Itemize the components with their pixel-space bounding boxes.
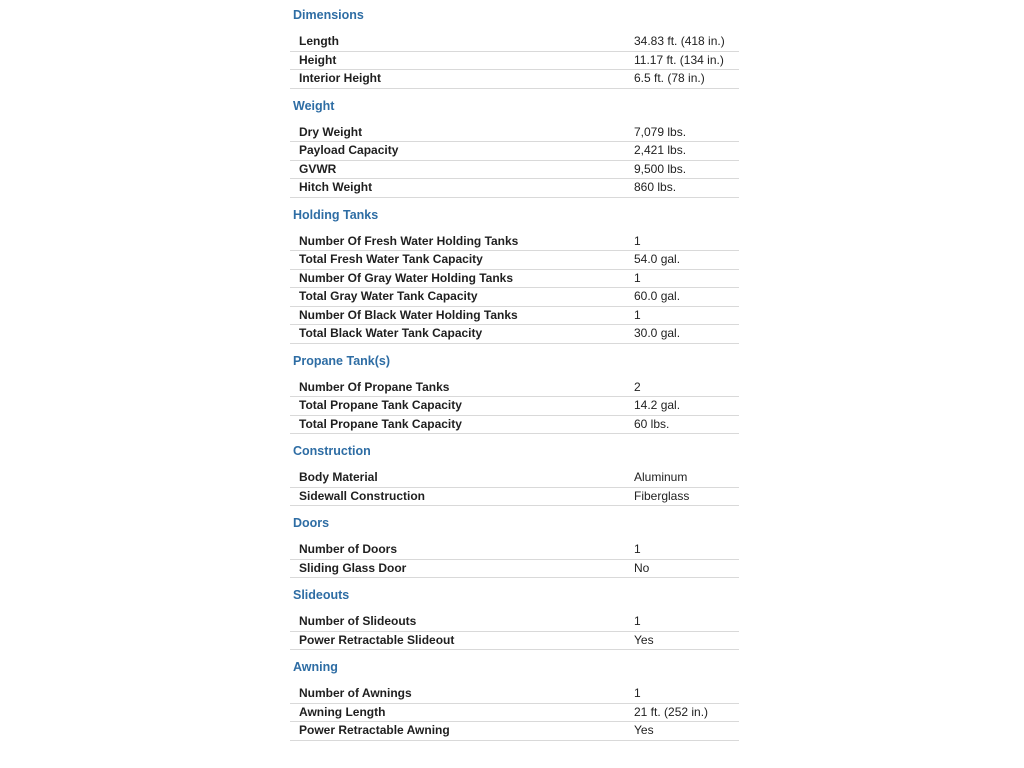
spec-value: 34.83 ft. (418 in.) <box>634 34 725 49</box>
spec-value: 1 <box>634 307 641 322</box>
spec-label: Power Retractable Awning <box>299 723 450 738</box>
section-title: Doors <box>293 516 330 530</box>
spec-label: Total Propane Tank Capacity <box>299 416 462 431</box>
specifications-panel <box>290 0 739 741</box>
spec-rows <box>290 33 739 89</box>
spec-section <box>290 206 739 344</box>
spec-row <box>290 288 739 307</box>
spec-rows <box>290 469 739 506</box>
spec-row <box>290 613 739 632</box>
section-title: Construction <box>293 444 371 458</box>
spec-rows <box>290 541 739 578</box>
section-title: Propane Tank(s) <box>293 353 391 368</box>
spec-row <box>290 397 739 416</box>
spec-value: 14.2 gal. <box>634 398 681 413</box>
spec-value: Aluminum <box>634 470 688 485</box>
spec-rows <box>290 233 739 344</box>
spec-section <box>290 352 739 435</box>
spec-row <box>290 379 739 398</box>
spec-row <box>290 251 739 270</box>
spec-rows <box>290 124 739 198</box>
section-title: Slideouts <box>293 588 350 602</box>
spec-value: 860 lbs. <box>634 180 677 195</box>
spec-rows <box>290 379 739 435</box>
spec-label: Body Material <box>299 470 378 485</box>
spec-section <box>290 442 739 506</box>
section-title: Awning <box>293 660 338 674</box>
spec-value: 2 <box>634 379 641 394</box>
spec-label: Height <box>299 52 337 67</box>
spec-row <box>290 632 739 651</box>
spec-value: 1 <box>634 686 641 701</box>
spec-label: Hitch Weight <box>299 180 373 195</box>
spec-label: Awning Length <box>299 704 386 719</box>
spec-label: Number Of Gray Water Holding Tanks <box>299 270 514 285</box>
spec-value: 54.0 gal. <box>634 252 681 267</box>
spec-row <box>290 124 739 143</box>
spec-label: Number of Awnings <box>299 686 412 701</box>
spec-row <box>290 416 739 435</box>
spec-value: 1 <box>634 233 641 248</box>
spec-value: 1 <box>634 614 641 629</box>
spec-section <box>290 514 739 578</box>
spec-value: Yes <box>634 723 654 738</box>
spec-value: 1 <box>634 542 641 557</box>
spec-label: GVWR <box>299 161 337 176</box>
spec-label: Total Propane Tank Capacity <box>299 398 462 413</box>
section-title: Dimensions <box>293 8 364 22</box>
spec-row <box>290 469 739 488</box>
spec-value: 2,421 lbs. <box>634 143 687 158</box>
spec-section <box>290 658 739 741</box>
spec-row <box>290 142 739 161</box>
spec-section <box>290 586 739 650</box>
spec-value: 60 lbs. <box>634 416 670 431</box>
spec-row <box>290 685 739 704</box>
spec-value: 9,500 lbs. <box>634 161 687 176</box>
spec-label: Sidewall Construction <box>299 488 426 503</box>
spec-label: Number Of Fresh Water Holding Tanks <box>299 233 519 248</box>
spec-section <box>290 97 739 198</box>
spec-value: 21 ft. (252 in.) <box>634 704 709 719</box>
spec-label: Payload Capacity <box>299 143 399 158</box>
spec-row <box>290 560 739 579</box>
spec-row <box>290 233 739 252</box>
spec-row <box>290 307 739 326</box>
spec-label: Power Retractable Slideout <box>299 632 455 647</box>
spec-rows <box>290 685 739 741</box>
spec-value: 60.0 gal. <box>634 289 681 304</box>
section-title: Holding Tanks <box>293 207 379 222</box>
spec-row <box>290 270 739 289</box>
spec-label: Number Of Black Water Holding Tanks <box>299 307 518 322</box>
spec-label: Length <box>299 34 339 49</box>
spec-value: 7,079 lbs. <box>634 124 687 139</box>
spec-row <box>290 541 739 560</box>
spec-row <box>290 488 739 507</box>
spec-value: Fiberglass <box>634 488 690 503</box>
spec-label: Total Black Water Tank Capacity <box>299 326 483 341</box>
spec-label: Total Gray Water Tank Capacity <box>299 289 478 304</box>
spec-label: Total Fresh Water Tank Capacity <box>299 252 483 267</box>
spec-value: No <box>634 560 650 575</box>
spec-label: Interior Height <box>299 71 382 86</box>
spec-row <box>290 325 739 344</box>
spec-label: Number Of Propane Tanks <box>299 379 450 394</box>
spec-row <box>290 33 739 52</box>
section-title: Weight <box>293 98 335 113</box>
spec-value: 6.5 ft. (78 in.) <box>634 71 705 86</box>
spec-label: Number of Doors <box>299 542 398 557</box>
spec-label: Number of Slideouts <box>299 614 417 629</box>
spec-row <box>290 161 739 180</box>
spec-row <box>290 179 739 198</box>
spec-value: 30.0 gal. <box>634 326 681 341</box>
spec-row <box>290 52 739 71</box>
spec-value: Yes <box>634 632 654 647</box>
spec-row <box>290 722 739 741</box>
spec-row <box>290 704 739 723</box>
spec-label: Dry Weight <box>299 124 363 139</box>
spec-row <box>290 70 739 89</box>
spec-rows <box>290 613 739 650</box>
spec-label: Sliding Glass Door <box>299 560 407 575</box>
spec-section <box>290 6 739 89</box>
spec-value: 1 <box>634 270 641 285</box>
spec-value: 11.17 ft. (134 in.) <box>634 52 724 67</box>
